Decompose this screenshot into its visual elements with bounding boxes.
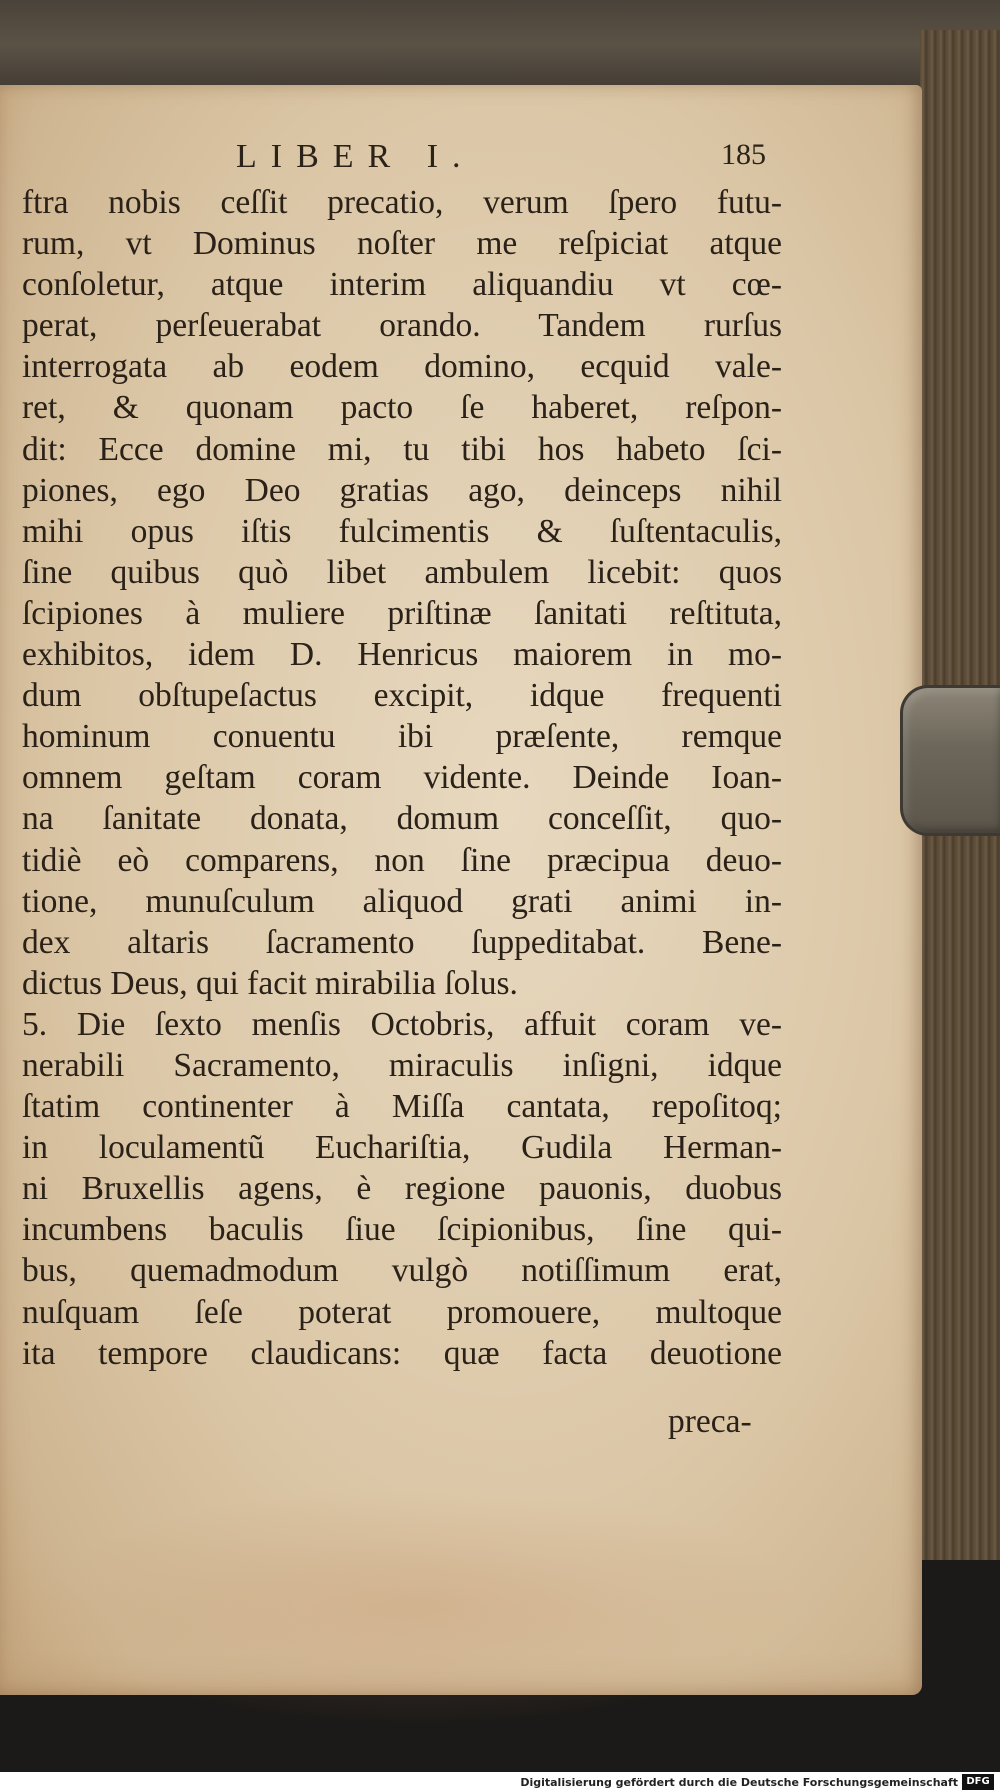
book-clasp xyxy=(900,685,1000,836)
catchword: preca- xyxy=(668,1403,752,1440)
text-line: conſoletur, atque interim aliquandiu vt cœ- xyxy=(22,266,782,304)
text-line: dit: Ecce domine mi, tu tibi hos habeto ſci- xyxy=(22,430,782,468)
text-line: tione, munuſculum aliquod grati animi in- xyxy=(22,882,782,920)
text-line: rum, vt Dominus noſter me reſpiciat atque xyxy=(22,225,782,263)
text-line: dum obſtupeſactus excipit, idque frequenti xyxy=(22,677,782,715)
text-line: ſcipiones à muliere priſtinæ ſanitati reſtituta, xyxy=(22,594,782,632)
text-line: dex altaris ſacramento ſuppeditabat. Bene- xyxy=(22,923,782,961)
text-line: nuſquam ſeſe poterat promouere, multoque xyxy=(22,1293,782,1331)
text-line: dictus Deus, qui facit mirabilia ſolus. xyxy=(22,964,518,1002)
text-line: ni Bruxellis agens, è regione pauonis, duobus xyxy=(22,1170,782,1208)
text-line: 5. Die ſexto menſis Octobris, affuit coram ve- xyxy=(22,1005,782,1043)
page-number: 185 xyxy=(721,138,766,171)
text-line: bus, quemadmodum vulgò notiſſimum erat, xyxy=(22,1252,782,1290)
text-line: perat, perſeuerabat orando. Tandem rurſus xyxy=(22,307,782,345)
text-line: interrogata ab eodem domino, ecquid vale- xyxy=(22,348,782,386)
text-line: ret, & quonam pacto ſe haberet, reſpon- xyxy=(22,389,782,427)
text-line: hominum conuentu ibi præſente, remque xyxy=(22,718,782,756)
page-header xyxy=(236,138,766,182)
running-title: LIBER I. xyxy=(236,138,475,175)
text-line: exhibitos, idem D. Henricus maiorem in mo- xyxy=(22,636,782,674)
text-line: omnem geſtam coram vidente. Deinde Ioan- xyxy=(22,759,782,797)
text-line: ftra nobis ceſſit precatio, verum ſpero futu- xyxy=(22,184,782,221)
text-line: tidiè eò comparens, non ſine præcipua deuo- xyxy=(22,841,782,879)
text-line: nerabili Sacramento, miraculis inſigni, idque xyxy=(22,1046,782,1084)
body-text xyxy=(22,182,782,1374)
dfg-logo: DFG xyxy=(962,1774,994,1790)
text-line: ſine quibus quò libet ambulem licebit: quos xyxy=(22,553,782,591)
text-line: incumbens baculis ſiue ſcipionibus, ſine qui- xyxy=(22,1211,782,1249)
text-line: na ſanitate donata, domum conceſſit, quo- xyxy=(22,800,782,838)
text-line: ita tempore claudicans: quæ facta deuotione xyxy=(22,1334,782,1372)
text-line: piones, ego Deo gratias ago, deinceps nihil xyxy=(22,471,782,509)
paper-stain xyxy=(40,1485,800,1725)
text-line: ſtatim continenter à Miſſa cantata, repoſitoq; xyxy=(22,1088,782,1126)
footer-credit: Digitalisierung gefördert durch die Deutsche Forschungsgemeinschaft xyxy=(520,1776,958,1789)
text-line: in loculamentũ Euchariſtia, Gudila Herman- xyxy=(22,1129,782,1167)
text-line: mihi opus iſtis fulcimentis & ſuſtentaculis, xyxy=(22,512,782,550)
